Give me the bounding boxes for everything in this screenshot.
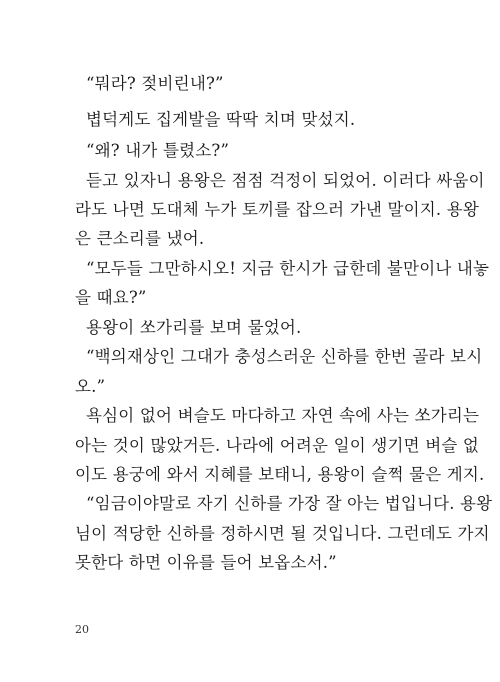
- text-line: 을 때요?”: [75, 288, 147, 307]
- text-line: 아는 것이 많았거든. 나라에 어려운 일이 생기면 벼슬 없: [75, 436, 480, 455]
- text-line: 라도 나면 도대체 누가 토끼를 잡으러 가낸 말이지. 용왕: [75, 200, 480, 219]
- text-line: “모두들 그만하시오! 지금 한시가 급한데 불만이나 내놓: [86, 259, 490, 278]
- text-line: 님이 적당한 신하를 정하시면 될 것입니다. 그런데도 가지: [75, 524, 490, 543]
- text-line: 이도 용궁에 와서 지혜를 보태니, 용왕이 슬쩍 물은 게지.: [75, 465, 485, 484]
- text-line: “임금이야말로 자기 신하를 가장 잘 아는 법입니다. 용왕: [86, 494, 493, 513]
- page-number: 20: [75, 623, 89, 636]
- text-line: 볍덕게도 집게발을 딱딱 치며 맞섰지.: [86, 110, 356, 129]
- text-line: 욕심이 없어 벼슬도 마다하고 자연 속에 사는 쏘가리는: [86, 406, 480, 425]
- text-line: “왜? 내가 틀렸소?”: [86, 141, 230, 160]
- text-line: 오.”: [75, 377, 106, 396]
- text-line: “백의재상인 그대가 충성스러운 신하를 한번 골라 보시: [86, 347, 483, 366]
- text-line: 은 큰소리를 냈어.: [75, 229, 205, 248]
- text-line: 듣고 있자니 용왕은 점점 걱정이 되었어. 이러다 싸움이: [86, 171, 485, 190]
- text-line: 용왕이 쏘가리를 보며 물었어.: [86, 318, 302, 337]
- text-line: 못한다 하면 이유를 들어 보옵소서.”: [75, 553, 337, 572]
- text-line: “뭐라? 젖비린내?”: [86, 74, 224, 93]
